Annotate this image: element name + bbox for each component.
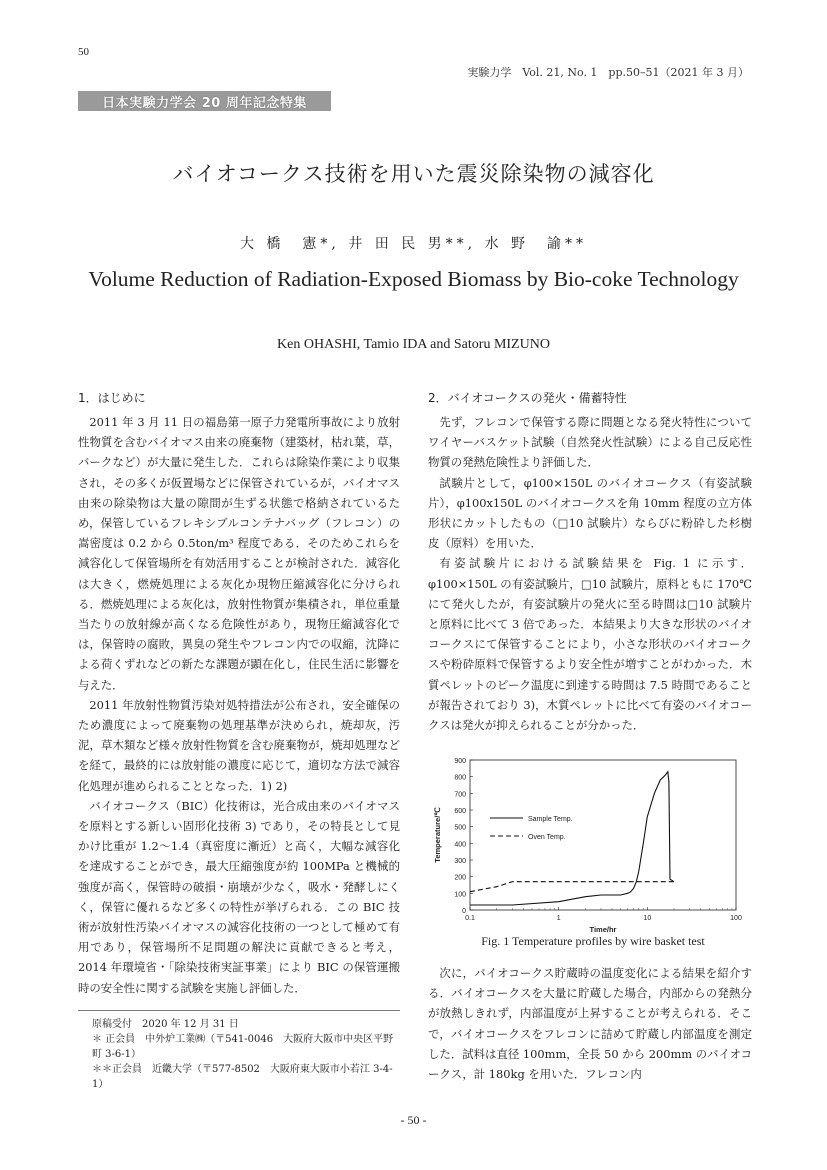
legend-label: Oven Temp. xyxy=(528,834,566,841)
y-tick-label: 900 xyxy=(454,758,466,765)
right-column xyxy=(428,388,752,735)
y-tick-label: 800 xyxy=(454,774,466,782)
y-axis-label: Temperature/℃ xyxy=(433,807,442,863)
y-tick-label: 200 xyxy=(454,874,466,882)
y-tick-label: 0 xyxy=(462,908,466,915)
section1-paragraph: 2011 年 3 月 11 日の福島第一原子力発電所事故により放射性物質を含むバイオマス由来の廃棄物（建築材，枯れ葉，草，バークなど）が大量に発生した．これらは除染作業により収集され，その多くが仮置場などに保管されているが，バイオマス由来の除染物は大量の隙間が生ずる状態で格納されているため，保管しているフレキシブルコンテナバッグ（フレコン）の嵩密度は 0.2 から 0.5ton/m³ 程度である．そのためこれらを減容化して保管場所を有効活用することが検討された．減容化は大きく，燃焼処理による灰化か現物圧縮減容化に分けられる．燃焼処理による灰化は，放射性物質が集積され，単位重量当たりの放射線が高くなる危険性があり，現物圧縮減容化では，保管時の腐敗，異臭の発生やフレコン内での収縮，沈降による荷くずれなどの新たな課題が顕在化し，住民生活に影響を与えた． xyxy=(78,415,400,692)
footnote-received: 原稿受付 2020 年 12 月 31 日 xyxy=(92,1019,239,1030)
authors-japanese: 大 橋 憲*, 井 田 民 男**, 水 野 諭** xyxy=(239,236,588,252)
plot-frame xyxy=(470,760,736,910)
y-tick-label: 500 xyxy=(454,824,466,832)
figure-caption: Fig. 1 Temperature profiles by wire basket test xyxy=(481,934,705,948)
section2-continuation xyxy=(428,963,752,1084)
section2-paragraph: 先ず，フレコンで保管する際に問題となる発火特性についてワイヤーバスケット試験（自然発火性試験）による自己反応性物質の発熱危険性より評価した． xyxy=(428,415,752,470)
footnotes xyxy=(78,1010,400,1092)
footnote-author1: ＊ 正会員 中外炉工業㈱（〒541-0046 大阪府大阪市中央区平野町 3-6-1） xyxy=(92,1034,394,1060)
section2-paragraph: 試験片として，φ100×150L のバイオコークス（有姿試験片），φ100x150L のバイオコークスを角 10mm 程度の立方体形状にカットしたもの（□10 試験片）ならびに粉砕した杉樹皮（原料）を用いた． xyxy=(428,475,752,551)
y-tick-label: 700 xyxy=(454,791,466,799)
x-tick-label: 0.1 xyxy=(465,915,475,922)
authors-english: Ken OHASHI, Tamio IDA and Satoru MIZUNO xyxy=(277,337,550,352)
x-axis-label: Time/hr xyxy=(589,925,617,934)
series-line-oven xyxy=(470,882,674,892)
y-tick-label: 400 xyxy=(454,841,466,849)
figure-temperature-chart xyxy=(428,750,758,950)
section1-paragraph: 2011 年放射性物質汚染対処特措法が公布され，安全確保のため濃度によって廃棄物の処理基準が決められ，焼却灰，汚泥，草木類など様々放射性物質を含む廃棄物が，焼却処理などを経て，最終的には放射能の濃度に応じて，適切な方法で減容化処理が進められることとなった．1) 2) xyxy=(78,697,400,793)
y-tick-label: 600 xyxy=(454,808,466,815)
title-english: Volume Reduction of Radiation-Exposed Biomass by Bio-coke Technology xyxy=(88,267,739,291)
section2-heading: 2．バイオコークスの発火・備蓄特性 xyxy=(428,391,627,405)
x-tick-label: 10 xyxy=(643,915,652,922)
x-tick-label: 1 xyxy=(556,915,561,922)
y-tick-label: 100 xyxy=(454,891,466,899)
journal-citation: 実験力学 Vol. 21, No. 1 pp.50–51（2021 年 3 月） xyxy=(467,66,749,79)
page-number-top: 50 xyxy=(78,46,89,58)
title-japanese: バイオコークス技術を用いた震災除染物の減容化 xyxy=(172,162,655,186)
section2-paragraph: 有姿試験片における試験結果を Fig. 1 に示す．φ100×150L の有姿試験片，□10 試験片，原料ともに 170℃にて発火したが，有姿試験片の発火に至る時間は□10 試験片と原料に比べて 3 倍であった．本結果より大きな形状のバイオコークスにて保管することにより，小さな形状のバイオコークスや粉砕原料で保管するより安全性が増すことがわかった．木質ペレットのピーク温度に到達する時間は 7.5 時間であることが報告されており 3)，木質ペレットに比べて有姿のバイオコークスは発火が抑えられることが分かった． xyxy=(428,556,752,733)
section1-paragraph: バイオコークス（BIC）化技術は，光合成由来のバイオマスを原料とする新しい固形化技術 3) であり，その特長として見かけ比重が 1.2～1.4（真密度に漸近）と高く，大幅な減容化を達成することができ，最大圧縮強度が約 100MPa と機械的強度が高く，保管時の破損・崩壊が少なく，吸水・発酵しにくく，保管に優れるなど多くの特性が挙げられる．この BIC 技術が放射性汚染バイオマスの減容化技術の一つとして極めて有用であり，保管場所不足問題の解決に貢献できると考え，2014 年環境省・「除染技術実証事業」により BIC の保管運搬時の安全性に関する試験を実施し評価した． xyxy=(78,798,400,995)
left-column xyxy=(78,388,400,998)
series-line-sample xyxy=(470,772,674,905)
y-tick-label: 300 xyxy=(454,858,466,865)
footnote-author2: ＊＊正会員 近畿大学（〒577-8502 大阪府東大阪市小若江 3-4-1） xyxy=(92,1064,393,1090)
legend-label: Sample Temp. xyxy=(528,816,573,823)
special-issue-banner: 日本実験力学会 20 周年記念特集 xyxy=(78,91,331,111)
section2-paragraph: 次に，バイオコークス貯蔵時の温度変化による結果を紹介する．バイオコークスを大量に貯蔵した場合，内部からの発熱分が放熱しきれず，内部温度が上昇することが考えられる．そこで，バイオコークスをフレコンに詰めて貯蔵し内部温度を測定した．試料は直径 100mm，全長 50 から 200mm のバイオコークス，計 180kg を用いた．フレコン内 xyxy=(428,966,752,1082)
x-tick-label: 100 xyxy=(730,915,742,922)
page-footer: - 50 - xyxy=(400,1113,427,1127)
section1-heading: 1．はじめに xyxy=(78,391,146,405)
